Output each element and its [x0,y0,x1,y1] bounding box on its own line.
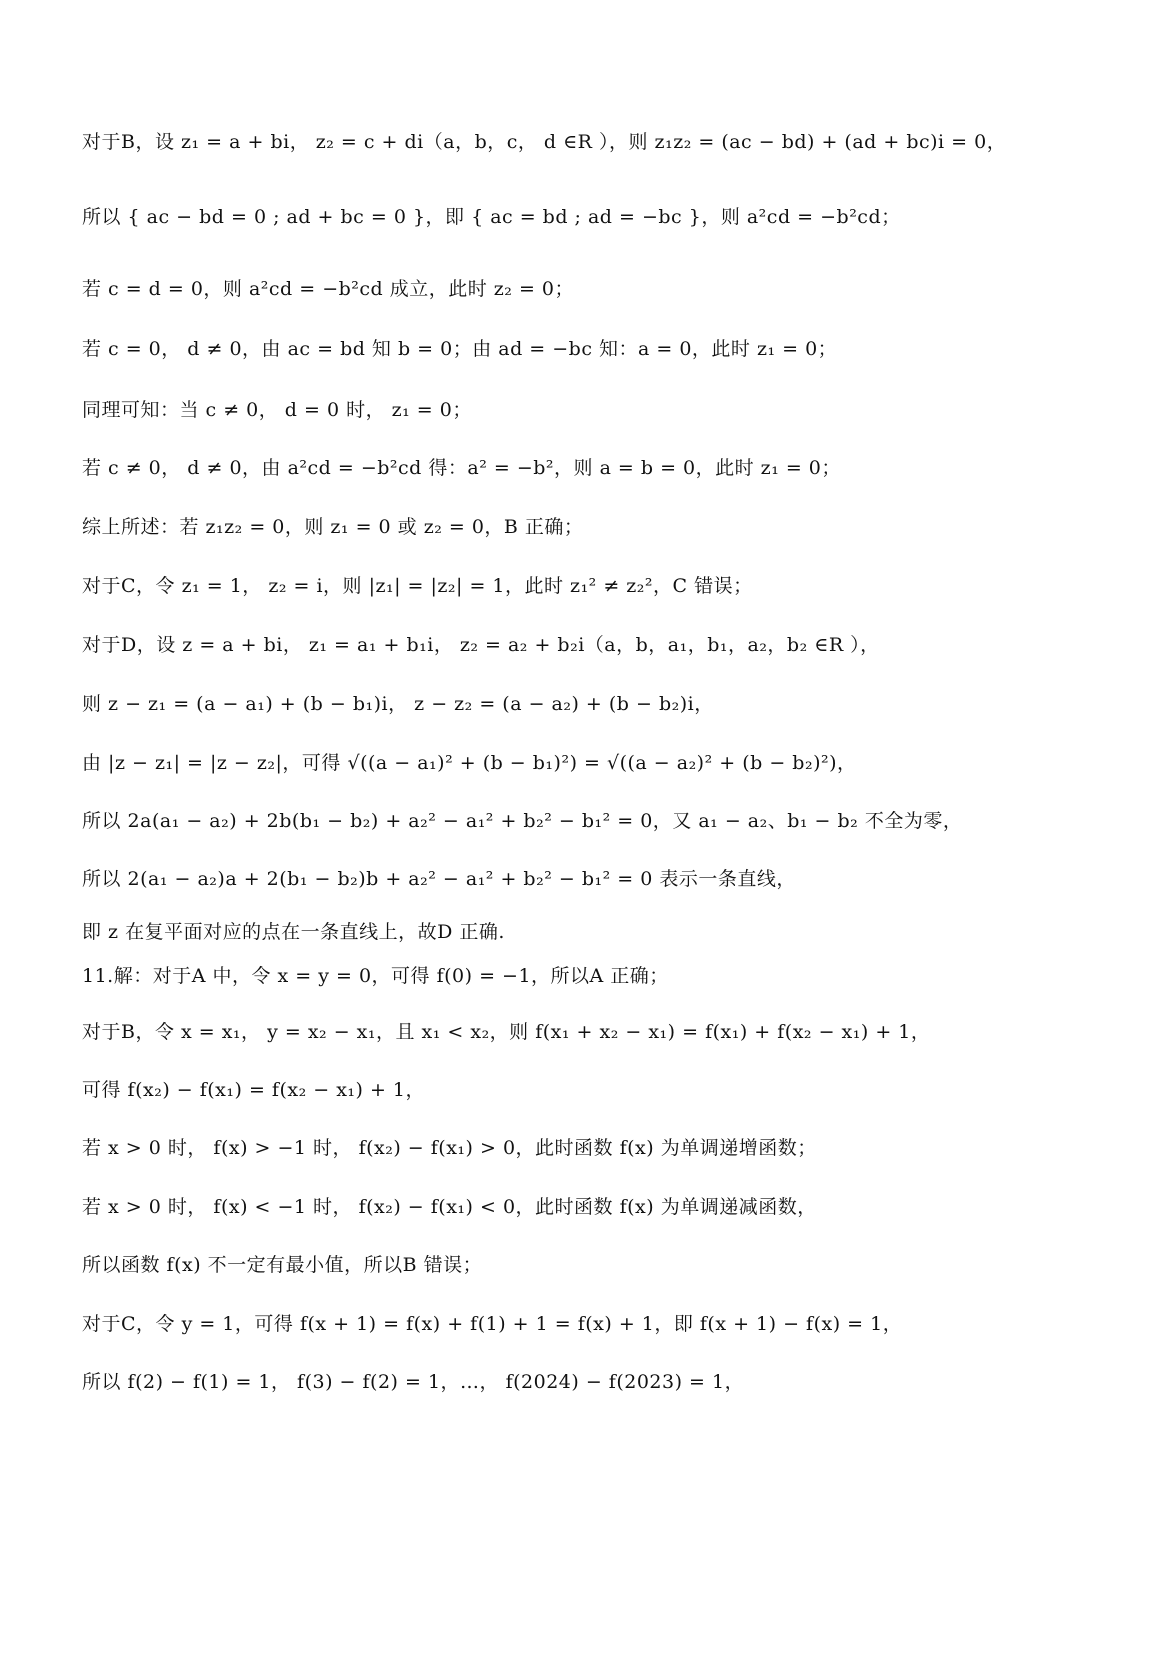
text-line: 对于D，设 z = a + bi， z₁ = a₁ + b₁i， z₂ = a₂ + b₂i（a，b，a₁，b₁，a₂，b₂ ∈R ）， [82,634,880,656]
text-line: 同理可知：当 c ≠ 0， d = 0 时， z₁ = 0； [82,399,472,421]
text-line: 所以 f(2) − f(1) = 1， f(3) − f(2) = 1，…， f(2024) − f(2023) = 1， [82,1371,745,1393]
text-line: 所以 2(a₁ − a₂)a + 2(b₁ − b₂)b + a₂² − a₁² + b₂² − b₁² = 0 表示一条直线， [82,868,796,890]
text-line: 对于B，设 z₁ = a + bi， z₂ = c + di（a，b，c， d ∈R ），则 z₁z₂ = (ac − bd) + (ad + bc)i = 0， [82,131,1007,153]
text-line: 对于B，令 x = x₁， y = x₂ − x₁，且 x₁ < x₂，则 f(x₁ + x₂ − x₁) = f(x₁) + f(x₂ − x₁) + 1， [82,1021,931,1043]
text-line: 若 x > 0 时， f(x) < −1 时， f(x₂) − f(x₁) < 0，此时函数 f(x) 为单调递减函数， [82,1196,817,1218]
text-line: 即 z 在复平面对应的点在一条直线上，故D 正确. [82,921,505,943]
text-line: 所以 2a(a₁ − a₂) + 2b(b₁ − b₂) + a₂² − a₁² + b₂² − b₁² = 0，又 a₁ − a₂、b₁ − b₂ 不全为零， [82,810,963,832]
text-line: 若 x > 0 时， f(x) > −1 时， f(x₂) − f(x₁) > 0，此时函数 f(x) 为单调递增函数； [82,1137,817,1159]
text-line: 综上所述：若 z₁z₂ = 0，则 z₁ = 0 或 z₂ = 0，B 正确； [82,516,584,538]
text-line: 所以 { ac − bd = 0 ; ad + bc = 0 }，即 { ac = bd ; ad = −bc }，则 a²cd = −b²cd； [82,206,901,228]
text-line: 所以函数 f(x) 不一定有最小值，所以B 错误； [82,1254,483,1276]
text-line: 由 |z − z₁| = |z − z₂|，可得 √((a − a₁)² + (b − b₁)²) = √((a − a₂)² + (b − b₂)²)， [82,752,857,774]
text-line: 若 c = 0， d ≠ 0，由 ac = bd 知 b = 0；由 ad = −bc 知：a = 0，此时 z₁ = 0； [82,338,838,360]
text-line: 对于C，令 z₁ = 1， z₂ = i，则 |z₁| = |z₂| = 1，此时 z₁² ≠ z₂²，C 错误； [82,575,753,597]
text-line: 对于C，令 y = 1，可得 f(x + 1) = f(x) + f(1) + 1 = f(x) + 1，即 f(x + 1) − f(x) = 1， [82,1313,903,1335]
text-line: 11.解：对于A 中，令 x = y = 0，可得 f(0) = −1，所以A 正确； [82,965,669,987]
text-line: 则 z − z₁ = (a − a₁) + (b − b₁)i， z − z₂ = (a − a₂) + (b − b₂)i， [82,693,714,715]
text-line: 若 c = d = 0，则 a²cd = −b²cd 成立，此时 z₂ = 0； [82,278,575,300]
text-line: 若 c ≠ 0， d ≠ 0，由 a²cd = −b²cd 得：a² = −b²，则 a = b = 0，此时 z₁ = 0； [82,457,841,479]
text-line: 可得 f(x₂) − f(x₁) = f(x₂ − x₁) + 1， [82,1079,426,1101]
